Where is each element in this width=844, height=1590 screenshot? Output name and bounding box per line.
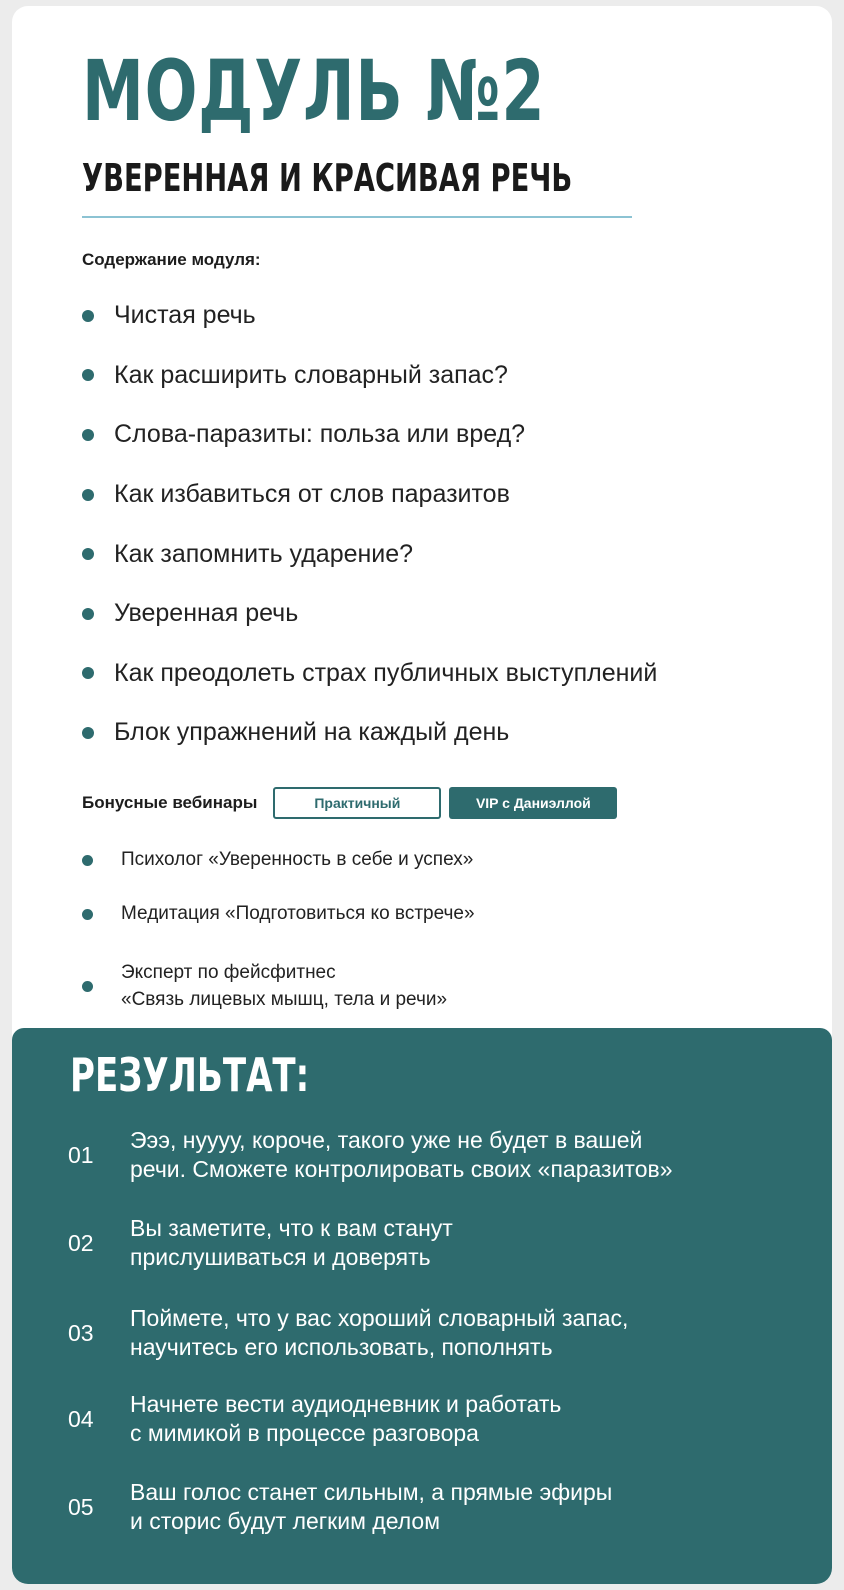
list-item xyxy=(82,584,657,644)
bonus-item-text: Медитация «Подготовиться ко встрече» xyxy=(121,903,475,924)
bullet-icon xyxy=(82,489,94,501)
bonus-row xyxy=(82,786,617,820)
list-item-text: Как избавиться от слов паразитов xyxy=(114,480,510,509)
bullet-icon xyxy=(82,981,93,992)
bonus-item-text xyxy=(121,959,447,1013)
result-line: научитесь его использовать, пополнять xyxy=(130,1334,553,1360)
result-line: Поймете, что у вас хороший словарный запас, xyxy=(130,1305,629,1331)
result-item xyxy=(68,1214,808,1272)
bonus-item xyxy=(82,946,475,1026)
module-title: МОДУЛЬ №2 xyxy=(82,42,546,140)
result-line: Эээ, нуууу, короче, такого уже не будет в вашей xyxy=(130,1127,643,1153)
list-item xyxy=(82,346,657,406)
bullet-icon xyxy=(82,855,93,866)
result-number: 05 xyxy=(68,1493,94,1520)
list-item xyxy=(82,465,657,525)
bullet-icon xyxy=(82,608,94,620)
result-text xyxy=(130,1214,453,1272)
bullet-icon xyxy=(82,909,93,920)
list-item-text: Как преодолеть страх публичных выступлений xyxy=(114,658,658,687)
result-item xyxy=(68,1126,808,1184)
module-card xyxy=(12,6,832,1584)
bullet-icon xyxy=(82,727,94,739)
result-line: Начнете вести аудиодневник и работать xyxy=(130,1391,562,1417)
result-line: Ваш голос станет сильным, а прямые эфиры xyxy=(130,1479,613,1505)
result-line: речи. Сможете контролировать своих «паразитов» xyxy=(130,1156,673,1182)
bullet-icon xyxy=(82,429,94,441)
result-title: РЕЗУЛЬТАТ: xyxy=(70,1048,310,1102)
result-line: и сторис будут легким делом xyxy=(130,1508,441,1534)
bullet-icon xyxy=(82,548,94,560)
list-item xyxy=(82,524,657,584)
result-text xyxy=(130,1304,628,1362)
list-item-text: Уверенная речь xyxy=(114,599,299,628)
result-text xyxy=(130,1126,673,1184)
list-item xyxy=(82,286,657,346)
result-text xyxy=(130,1390,561,1448)
bonus-label: Бонусные вебинары xyxy=(82,793,258,812)
list-item-text: Как расширить словарный запас? xyxy=(114,360,508,389)
bonus-item xyxy=(82,838,475,882)
result-item xyxy=(68,1390,808,1448)
result-number: 02 xyxy=(68,1229,94,1256)
tariff-badge-practical: Практичный xyxy=(273,787,441,819)
contents-list xyxy=(82,286,657,763)
bullet-icon xyxy=(82,369,94,381)
bullet-icon xyxy=(82,667,94,679)
list-item xyxy=(82,644,657,704)
bonus-item-line: Эксперт по фейсфитнес xyxy=(121,962,336,983)
result-line: Вы заметите, что к вам станут xyxy=(130,1215,453,1241)
list-item-text: Чистая речь xyxy=(114,301,256,330)
result-number: 04 xyxy=(68,1405,94,1432)
list-item xyxy=(82,405,657,465)
list-item-text: Блок упражнений на каждый день xyxy=(114,718,510,747)
module-subtitle: УВЕРЕННАЯ И КРАСИВАЯ РЕЧЬ xyxy=(82,156,573,200)
result-section xyxy=(12,1028,832,1584)
result-line: прислушиваться и доверять xyxy=(130,1244,431,1270)
bonus-item-line: «Связь лицевых мышц, тела и речи» xyxy=(121,989,448,1010)
divider xyxy=(82,216,632,218)
list-item xyxy=(82,703,657,763)
result-text xyxy=(130,1478,612,1536)
result-item xyxy=(68,1478,808,1536)
contents-label: Содержание модуля: xyxy=(82,250,261,269)
result-number: 03 xyxy=(68,1319,94,1346)
result-item xyxy=(68,1304,808,1362)
bonus-item xyxy=(82,882,475,946)
bullet-icon xyxy=(82,310,94,322)
bonus-item-text: Психолог «Уверенность в себе и успех» xyxy=(121,849,474,870)
result-line: с мимикой в процессе разговора xyxy=(130,1420,479,1446)
list-item-text: Слова-паразиты: польза или вред? xyxy=(114,420,526,449)
result-number: 01 xyxy=(68,1141,94,1168)
bonus-list xyxy=(82,838,475,1026)
tariff-badge-vip: VIP с Даниэллой xyxy=(449,787,617,819)
list-item-text: Как запомнить ударение? xyxy=(114,539,414,568)
